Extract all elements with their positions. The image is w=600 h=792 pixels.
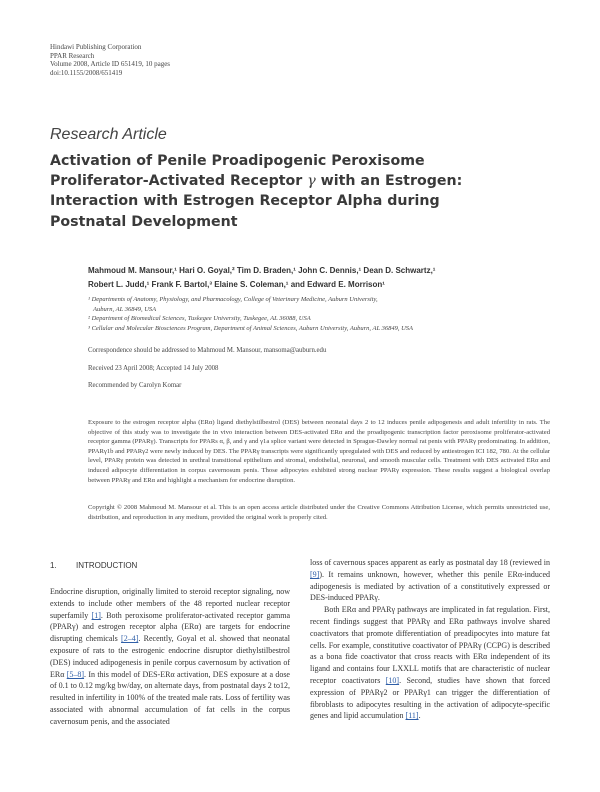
paragraph: [310, 604, 550, 722]
article-type: Research Article: [50, 126, 167, 143]
citation-link[interactable]: [1]: [91, 610, 101, 620]
paragraph-text: . Both peroxisome proliferator-activated receptor gamma (PPARγ) and estrogen receptor alpha (ERα) are targets for endocrine disrupting chemicals: [50, 610, 290, 644]
publisher-name: Hindawi Publishing Corporation: [50, 43, 142, 51]
title-line: Activation of Penile Proadipogenic Peroxisome: [50, 153, 425, 169]
copyright-notice: Copyright © 2008 Mahmoud M. Mansour et al. This is an open access article distributed under the Creative Commons Attribution License, which permits unrestricted use, distribution, and reproduction in any medium, provided the original work is properly cited.: [88, 504, 550, 521]
citation-link[interactable]: [10]: [385, 675, 400, 685]
received-dates: Received 23 April 2008; Accepted 14 July 2008: [88, 365, 219, 372]
author-line: Robert L. Judd,¹ Frank F. Bartol,³ Elaine S. Coleman,¹ and Edward E. Morrison¹: [88, 279, 385, 289]
publication-info: [50, 43, 170, 77]
author-list: [88, 264, 528, 291]
volume-info: Volume 2008, Article ID 651419, 10 pages: [50, 60, 171, 69]
right-column: [310, 557, 550, 722]
paragraph-text: loss of cavernous spaces apparent as early as postnatal day 18 (reviewed in: [310, 558, 550, 567]
section-number: 1.: [50, 561, 57, 570]
citation-link[interactable]: [2–4]: [121, 634, 139, 644]
paragraph: [50, 586, 290, 728]
recommended-by: Recommended by Carolyn Komar: [88, 382, 182, 389]
paragraph-text: Both ERα and PPARγ pathways are implicated in fat regulation. First, recent findings suggest that PPARγ and ERα pathways involve shared coactivators that promote differentiation of preadipocytes into mature fat cells. For example, constitutive coactivator of PPARγ (CCPG) is described as a bona fide coactivator that cross reacts with ERα independent of its ligand and contains four LXXLL motifs that are characteristic of nuclear receptor coactivators: [310, 605, 550, 685]
article-title: [50, 151, 520, 232]
left-column: [50, 586, 290, 728]
correspondence: Correspondence should be addressed to Mahmoud M. Mansour, mansoma@auburn.edu: [88, 347, 327, 354]
section-title: INTRODUCTION: [76, 561, 138, 570]
affiliations: [88, 295, 548, 333]
doi: doi:10.1155/2008/651419: [50, 68, 123, 77]
paragraph-text: .: [418, 711, 421, 721]
paragraph-text: . In this model of DES-ERα activation, DES exposure at a dose of 0.1 to 0.12 mg/kg bw/day, on alternate days, from postnatal days 2 to12, resulted in infertility in 100% of the treated male rats. Loss of fertility was associated with abnormal accumulation of fat cells in the corpus cavernosum penis, and the associated: [50, 669, 290, 726]
paragraph-text: . Second, studies have shown that forced expression of PPARγ2 or PPARγ1 can trigger the differentiation of fibroblasts to adipocytes resulting in the activation of adipocyte-specific genes and lipid accumulation: [310, 675, 550, 721]
title-line: Interaction with Estrogen Receptor Alpha during: [50, 193, 440, 210]
section-heading: [50, 561, 137, 570]
affiliation-3: ³ Cellular and Molecular Biosciences Program, Department of Animal Sciences, Auburn University, Auburn, AL 36849, USA: [88, 324, 413, 332]
citation-link[interactable]: [5–8]: [66, 669, 85, 679]
affiliation-2: ² Department of Biomedical Sciences, Tuskegee University, Tuskegee, AL 36088, USA: [88, 315, 311, 323]
journal-name: PPAR Research: [50, 51, 95, 60]
paragraph: [310, 557, 550, 604]
title-line: Proliferator-Activated Receptor γ with an Estrogen:: [50, 173, 463, 190]
affiliation-1: ¹ Departments of Anatomy, Physiology, and Pharmacology, College of Veterinary Medicine, Auburn University,: [88, 296, 378, 303]
title-line: Postnatal Development: [50, 213, 238, 230]
author-line: Mahmoud M. Mansour,¹ Hari O. Goyal,² Tim D. Braden,¹ John C. Dennis,¹ Dean D. Schwartz,¹: [88, 266, 436, 275]
paragraph-text: ). It remains unknown, however, whether this penile ERα-induced adipogenesis is mediated by activation of a constitutively expressed or DES-induced PPARγ.: [310, 569, 550, 603]
paragraph-text: Endocrine disruption, originally limited to steroid receptor signaling, now extends to include other members of the 48 reported nuclear receptor superfamily: [50, 587, 290, 620]
citation-link[interactable]: [11]: [405, 711, 419, 721]
citation-link[interactable]: [9]: [310, 569, 320, 579]
affiliation-1-cont: Auburn, AL 36849, USA: [93, 305, 157, 313]
abstract: Exposure to the estrogen receptor alpha (ERα) ligand diethylstilbestrol (DES) between neonatal days 2 to 12 induces penile adipogenesis and adult infertility in rats. The objective of this study was to investigate the in vivo interaction between DES-activated ERα and the proadipogenic transcription factor peroxisome proliferator-activated receptor gamma (PPARγ). Transcripts for PPARs α, β, and γ and γ1a splice variant were detected in Sprague-Dawley normal rat penis with PPARγ predominating. In addition, PPARγ1b and PPARγ2 were newly induced by DES. The PPARγ transcripts were significantly upregulated with DES and reduced by antiestrogen ICI 182, 780. At the cellular level, PPARγ protein was detected in urethral transitional epithelium and stromal, endothelial, neuronal, and smooth muscular cells. Treatment with DES activated ERα and induced adipocyte differentiation in corpus cavernosum penis. Those adipocytes exhibited strong nuclear PPARγ expression. These results suggest a biological overlap between PPARγ and ERα and highlight a mechanism for endocrine disruption.: [88, 419, 550, 484]
paragraph-text: . Recently, Goyal et al. showed that neonatal exposure of rats to the estrogenic endocrine disruptor diethylstilbestrol (DES) induced adipogenesis in penile corpus cavernosum by activation of ERα: [50, 634, 290, 679]
